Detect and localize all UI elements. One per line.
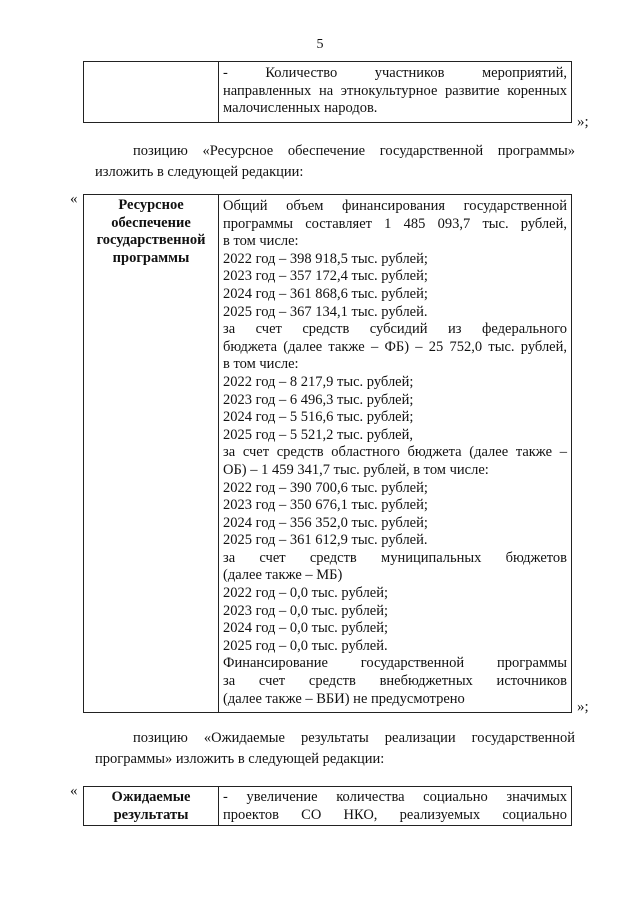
results-label-cell (84, 787, 219, 826)
content-line: 2024 год – 356 352,0 тыс. рублей; (223, 514, 428, 531)
content-line: (далее также – ВБИ) не предусмотрено (223, 690, 465, 707)
content-line: в том числе: (223, 233, 299, 250)
opening-quote: « (70, 191, 78, 207)
label-line: программы (112, 249, 190, 266)
content-line: в том числе: (223, 356, 299, 373)
resources-content-cell (219, 195, 572, 713)
top-table-line: направленных на этнокультурное развитие коренных (223, 82, 567, 99)
paragraph-line: позицию «Ожидаемые результаты реализации государственной (133, 730, 575, 746)
content-line: за счет средств субсидий из федерального (223, 321, 567, 338)
content-line: 2025 год – 5 521,2 тыс. рублей, (223, 426, 414, 443)
content-line: 2024 год – 5 516,6 тыс. рублей; (223, 409, 414, 426)
closing-quote: »; (577, 699, 589, 715)
content-line: (далее также – МБ) (223, 567, 343, 584)
content-line: 2023 год – 6 496,3 тыс. рублей; (223, 391, 414, 408)
content-line: - увеличение количества социально значимых (223, 789, 567, 805)
top-table-content-cell (219, 62, 572, 123)
label-line: государственной (96, 232, 206, 249)
content-line: ОБ) – 1 459 341,7 тыс. рублей, в том числе: (223, 461, 489, 478)
content-line: 2023 год – 357 172,4 тыс. рублей; (223, 268, 428, 285)
paragraph-resources (95, 141, 575, 183)
content-line: 2022 год – 390 700,6 тыс. рублей; (223, 479, 428, 496)
content-line: программы составляет 1 485 093,7 тыс. рублей, (223, 215, 567, 232)
top-table-line: малочисленных народов. (223, 100, 378, 117)
paragraph-line: позицию «Ресурсное обеспечение государственной программы» (133, 143, 575, 159)
top-table-line: - Количество участников мероприятий, (223, 65, 567, 81)
content-line: 2022 год – 8 217,9 тыс. рублей; (223, 373, 414, 390)
content-line: бюджета (далее также – ФБ) – 25 752,0 тыс. рублей, (223, 338, 567, 355)
label-line: Ожидаемые (111, 789, 191, 805)
paragraph-line: изложить в следующей редакции: (95, 164, 304, 180)
opening-quote: « (70, 783, 78, 799)
label-line: результаты (113, 806, 189, 823)
content-line: Общий объем финансирования государственной (223, 198, 567, 214)
content-line: за счет средств муниципальных бюджетов (223, 549, 567, 566)
content-line: 2025 год – 367 134,1 тыс. рублей. (223, 303, 428, 320)
content-line: 2023 год – 0,0 тыс. рублей; (223, 602, 389, 619)
content-line: 2022 год – 0,0 тыс. рублей; (223, 585, 389, 602)
resources-label-cell (84, 195, 219, 713)
resources-table (83, 194, 572, 713)
content-line: за счет средств областного бюджета (далее также – (223, 444, 567, 461)
results-table (83, 786, 572, 826)
content-line: Финансирование государственной программы (223, 655, 567, 672)
top-table (83, 61, 572, 123)
top-table-label-cell (84, 62, 219, 123)
content-line: за счет средств внебюджетных источников (223, 673, 567, 690)
content-line: 2022 год – 398 918,5 тыс. рублей; (223, 250, 428, 267)
closing-quote: »; (577, 114, 589, 130)
content-line: 2024 год – 361 868,6 тыс. рублей; (223, 285, 428, 302)
label-line: обеспечение (111, 214, 191, 231)
content-line: проектов СО НКО, реализуемых социально (223, 806, 567, 823)
results-content-cell (219, 787, 572, 826)
content-line: 2023 год – 350 676,1 тыс. рублей; (223, 497, 428, 514)
content-line: 2025 год – 361 612,9 тыс. рублей. (223, 532, 428, 549)
label-line: Ресурсное (118, 197, 184, 213)
content-line: 2024 год – 0,0 тыс. рублей; (223, 620, 389, 637)
paragraph-line: программы» изложить в следующей редакции: (95, 751, 385, 767)
paragraph-results (95, 728, 575, 770)
page-number: 5 (316, 37, 324, 52)
content-line: 2025 год – 0,0 тыс. рублей. (223, 637, 388, 654)
